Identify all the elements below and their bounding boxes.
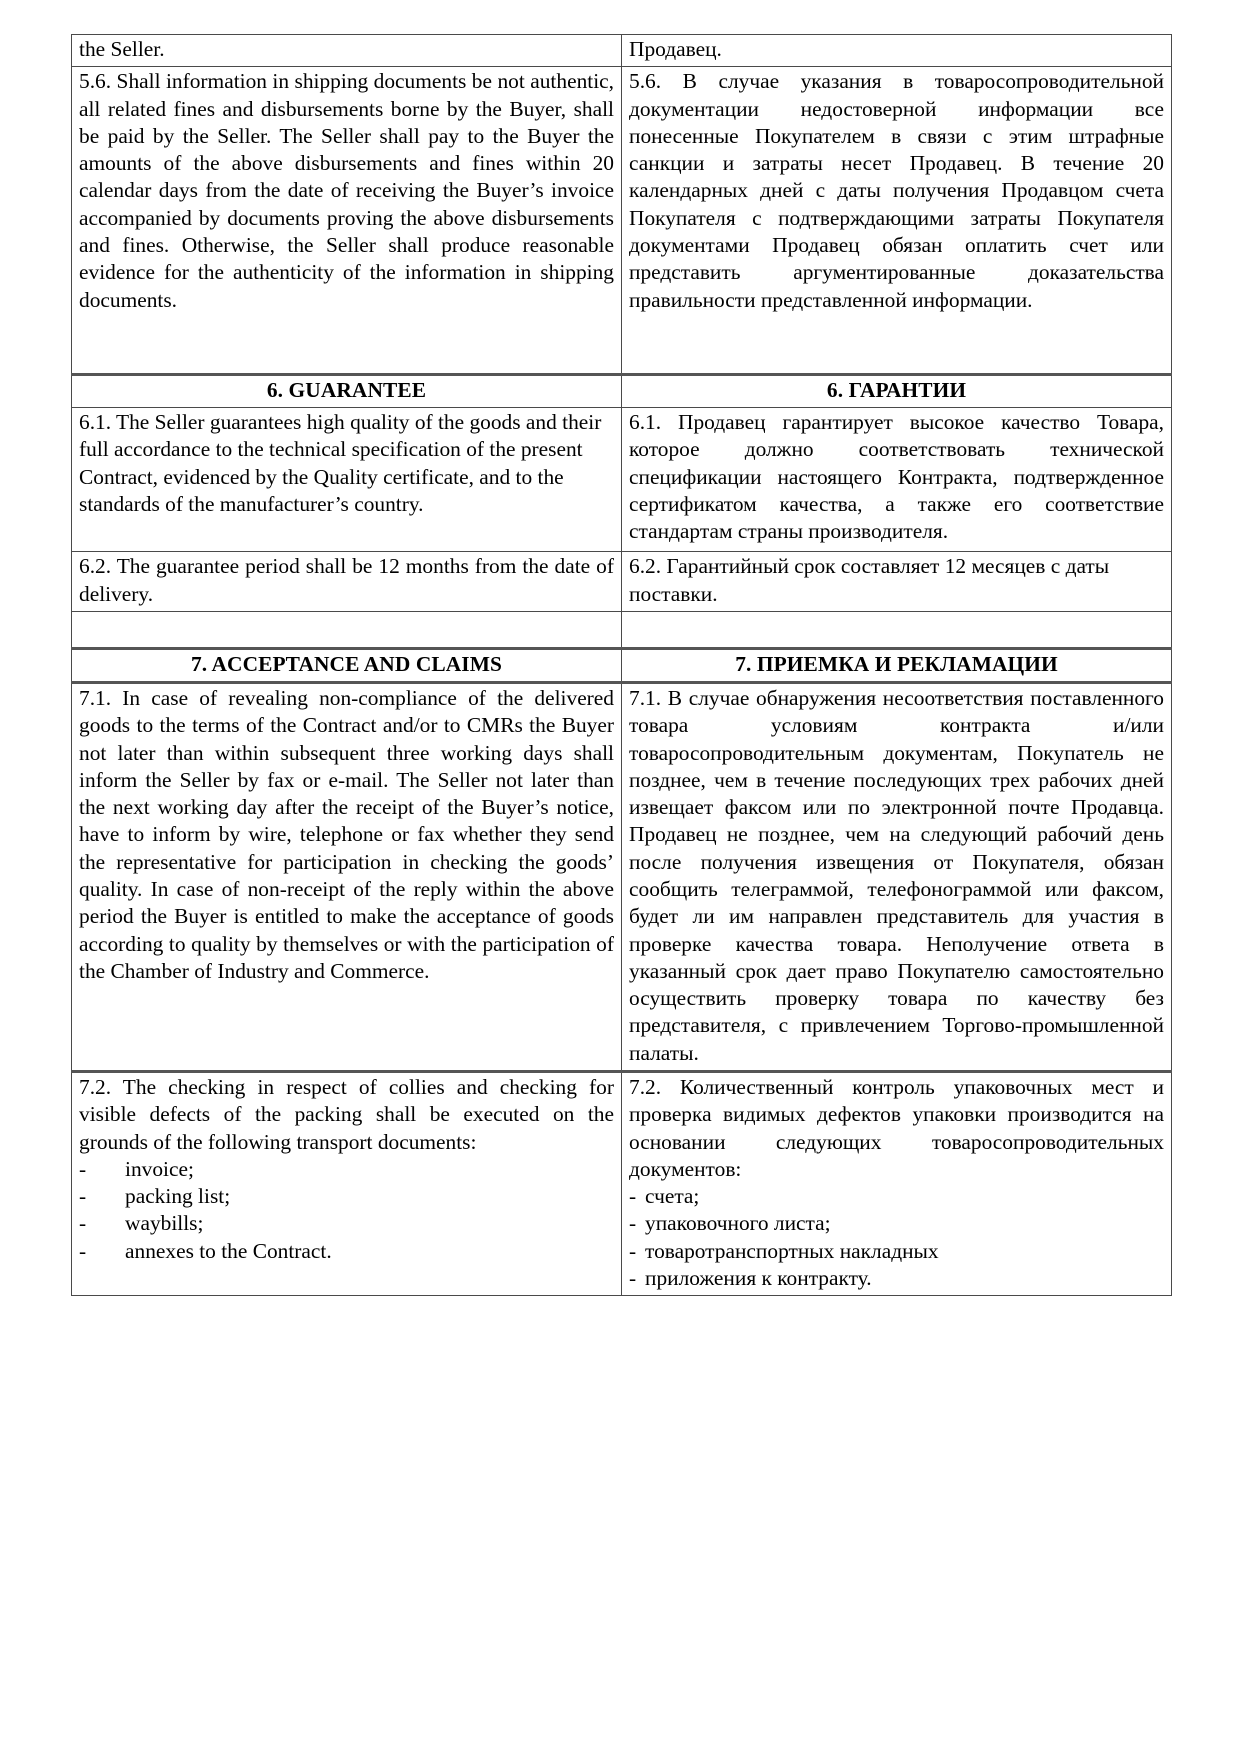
heading-7-label-en: 7. ACCEPTANCE AND CLAIMS <box>190 651 502 676</box>
heading-6-label-ru: 6. ГАРАНТИИ <box>826 377 967 402</box>
list-item <box>629 1210 1164 1237</box>
list-item-label: приложения к контракту. <box>645 1265 872 1290</box>
cell-heading-7-ru <box>622 648 1172 682</box>
clause-7-1-text-en: 7.1. In case of revealing non-compliance of the delivered goods to the terms of the Contract and/or to CMRs the Buyer not later than within subsequent three working days shall inform the Seller by fax or e-mail. The Seller not later than the next working day after the receipt of the Buyer’s notice, have to inform by wire, telephone or fax whether they send the representative for participation in checking the goods’ quality. In case of non-receipt of the reply within the above period the Buyer is entitled to make the acceptance of goods according to quality by themselves or with the participation of the Chamber of Industry and Commerce. <box>79 686 614 983</box>
cell-clause-7-1-en <box>72 683 622 1072</box>
table-row-heading-6 <box>72 374 1172 407</box>
cell-bottom-pad <box>79 518 614 548</box>
list-item-label: waybills; <box>125 1211 204 1236</box>
table-row-continuation <box>72 35 1172 67</box>
dash-bullet-icon: - <box>629 1184 637 1209</box>
dash-bullet-icon: - <box>629 1238 637 1263</box>
continuation-text-ru: Продавец. <box>629 37 722 61</box>
cell-continuation-ru <box>622 35 1172 67</box>
cell-clause-6-1-en <box>72 408 622 552</box>
dash-bullet-icon: - <box>79 1238 87 1263</box>
list-item-label: товаротранспортных накладных <box>645 1238 939 1263</box>
clause-5-6-text-en: 5.6. Shall information in shipping documents be not authentic, all related fines and disbursements borne by the Buyer, shall be paid by the Seller. The Seller shall pay to the Buyer the amounts of the above disbursements and fines within 20 calendar days from the date of receiving the Buyer’s invoice accompanied by documents proving the above disbursements and fines. Otherwise, the Seller shall produce reasonable evidence for the authenticity of the information in shipping documents. <box>79 69 614 312</box>
clause-7-1-text-ru: 7.1. В случае обнаружения несоответствия поставленного товара условиям контракта и/или товаросопроводительным документам, Покупатель не позднее, чем в течение последующих трех рабочих дней извещает факсом или по электронной почте Продавца. Продавец не позднее, чем на следующий рабочий день после получения извещения от Покупателя, обязан сообщить телеграммой, телефонограммой или факсом, будет ли им направлен представитель для участия в проверке качества товара. Неполучение ответа в указанный срок дает право Покупателю самостоятельно осуществить проверку товара по качеству без представителя, с привлечением Торгово-промышленной палаты. <box>629 686 1164 1065</box>
clause-7-2-intro-ru: 7.2. Количественный контроль упаковочных мест и проверка видимых дефектов упаковки производится на основании следующих товаросопроводительных документов: <box>629 1075 1164 1181</box>
cell-clause-5-6-en <box>72 67 622 375</box>
cell-clause-7-1-ru <box>622 683 1172 1072</box>
cell-bottom-pad <box>79 985 614 1015</box>
list-item-label: invoice; <box>125 1156 194 1181</box>
cell-spacer-en <box>72 611 622 648</box>
clause-6-2-text-ru: 6.2. Гарантийный срок составляет 12 месяцев с даты поставки. <box>629 554 1110 606</box>
bilingual-contract-table <box>71 34 1172 1296</box>
cell-continuation-en <box>72 35 622 67</box>
cell-clause-5-6-ru <box>622 67 1172 375</box>
cell-heading-6-en <box>72 374 622 407</box>
transport-documents-list-ru <box>629 1183 1164 1292</box>
list-item <box>79 1210 614 1237</box>
table-row-clause-6-2 <box>72 552 1172 612</box>
cell-clause-6-2-ru <box>622 552 1172 612</box>
transport-documents-list-en <box>79 1156 614 1265</box>
table-row-clause-7-2 <box>72 1072 1172 1296</box>
dash-bullet-icon: - <box>79 1156 87 1181</box>
list-item <box>629 1265 1164 1292</box>
table-row-clause-5-6 <box>72 67 1172 375</box>
table-row-heading-7 <box>72 648 1172 682</box>
continuation-text-en: the Seller. <box>79 37 165 61</box>
dash-bullet-icon: - <box>79 1211 87 1236</box>
dash-bullet-icon: - <box>629 1265 637 1290</box>
list-item <box>629 1238 1164 1265</box>
table-row-spacer-1 <box>72 611 1172 648</box>
dash-bullet-icon: - <box>79 1184 87 1209</box>
list-item <box>79 1156 614 1183</box>
clause-6-1-text-ru: 6.1. Продавец гарантирует высокое качество Товара, которое должно соответствовать технической спецификации настоящего Контракта, подтвержденное сертификатом качества, а также его соответствие стандартам страны производителя. <box>629 410 1164 544</box>
cell-spacer-ru <box>622 611 1172 648</box>
list-item-label: счета; <box>645 1184 700 1209</box>
table-row-clause-7-1 <box>72 683 1172 1072</box>
cell-clause-7-2-en <box>72 1072 622 1296</box>
heading-6-label-en: 6. GUARANTEE <box>266 377 427 402</box>
clause-7-2-intro-en: 7.2. The checking in respect of collies and checking for visible defects of the packing shall be executed on the grounds of the following transport documents: <box>79 1075 614 1154</box>
heading-7-label-ru: 7. ПРИЕМКА И РЕКЛАМАЦИИ <box>735 651 1058 676</box>
dash-bullet-icon: - <box>629 1211 637 1236</box>
list-item <box>79 1183 614 1210</box>
clause-5-6-text-ru: 5.6. В случае указания в товаросопроводительной документации недостоверной информации все понесенные Покупателем в связи с этим штрафные санкции и затраты несет Продавец. В течение 20 календарных дней с даты получения Продавцом счета Покупателя с подтверждающими затраты Покупателя документами Продавец обязан оплатить счет или представить аргументированные доказательства правильности представленной информации. <box>629 69 1164 312</box>
list-item <box>629 1183 1164 1210</box>
table-row-clause-6-1 <box>72 408 1172 552</box>
list-item-label: упаковочного листа; <box>645 1211 831 1236</box>
cell-heading-6-ru <box>622 374 1172 407</box>
cell-clause-7-2-ru <box>622 1072 1172 1296</box>
cell-heading-7-en <box>72 648 622 682</box>
cell-clause-6-1-ru <box>622 408 1172 552</box>
list-item-label: annexes to the Contract. <box>125 1238 332 1263</box>
cell-bottom-pad <box>79 314 614 370</box>
list-item-label: packing list; <box>125 1184 231 1209</box>
clause-6-1-text-en: 6.1. The Seller guarantees high quality of the goods and their full accordance to the technical specification of the present Contract, evidenced by the Quality certificate, and to the standards of the manufacturer’s country. <box>79 410 602 516</box>
cell-clause-6-2-en <box>72 552 622 612</box>
clause-6-2-text-en: 6.2. The guarantee period shall be 12 months from the date of delivery. <box>79 554 614 606</box>
list-item <box>79 1238 614 1265</box>
